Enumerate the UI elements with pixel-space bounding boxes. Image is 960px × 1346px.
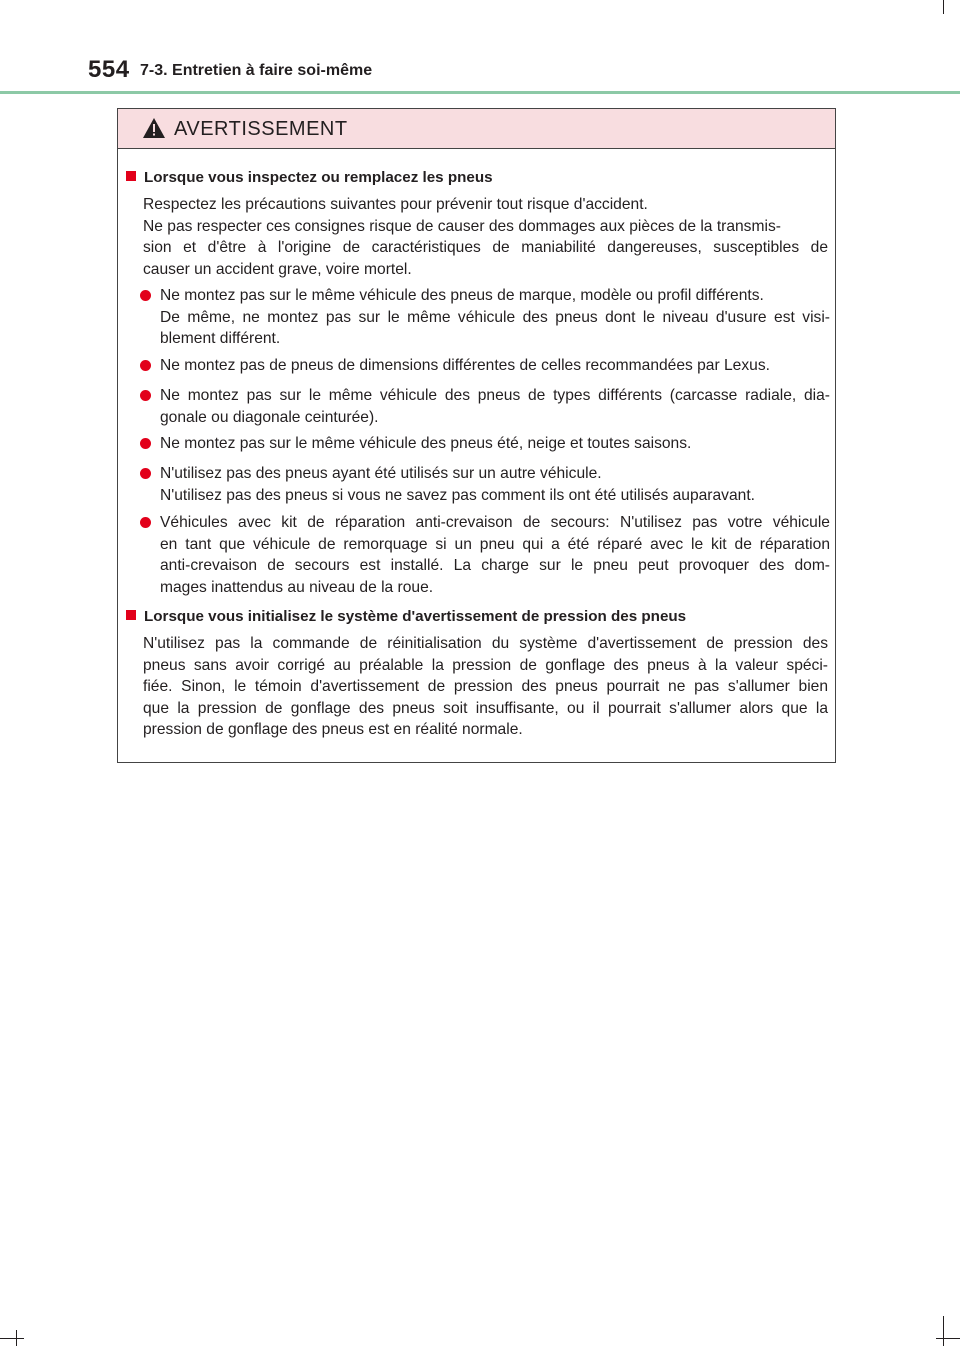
round-bullet-icon	[140, 360, 151, 371]
warning-box: AVERTISSEMENT Lorsque vous inspectez ou remplacez les pneus Respectez les précautions suivantes pour prévenir tout risque d'accident. Ne pas respecter ces consignes risque de causer des dommages aux pièces de la transmis- sion et d'être à l'origine de caractéristiques de maniabilité dangereuses, susceptibles de causer un accident grave, voire mortel. Ne montez pas sur le même véhicule des pneus de marque, modèle ou profil différents. De même, ne montez pas sur le même véhicule des pneus dont le niveau d'usure est visi- blement différent. Ne montez pas de pneus de dimensions différentes de celles recommandées par Lexus. Ne montez pas sur le même véhicule des pneus de types différents (carcasse radiale, dia- gonale ou diagonale ceinturée). Ne montez pas sur le même véhicule des pneus été, neige et toutes saisons. N'utilisez pas des pneus ayant été utilisés sur un autre véhicule. N'utilisez pas des pneus si vous ne savez pas comment ils ont été utilisés auparavant. Véhicules avec kit de réparation anti-crevaison de secours: N'utilisez pas votre véhicule en tant que véhicule de remorquage si un pneu qui a été réparé avec le kit de réparation anti-crevaison de secours est installé. La charge sur le pneu peut provoquer des dom- mages inattendus au niveau de la roue. Lorsque vous initialisez le système d'avertissement de pression des pneus N'utilisez pas la commande de réinitialisation du système d'avertissement de pression des pneus sans avoir corrigé au préalable la pression de gonflage des pneus à la valeur spéci- fiée. Sinon, le témoin d'avertissement de pression des pneus pourrait ne pas s'allumer bien que la pression de gonflage des pneus soit insuffisante, ou il pourrait s'allumer alors que la pression de gonflage des pneus est en réalité normale.	[117, 108, 836, 763]
paragraph: N'utilisez pas la commande de réinitialisation du système d'avertissement de pression des pneus sans avoir corrigé au préalable la pression de gonflage des pneus à la valeur spéci- fiée. Sinon, le témoin d'avertissement de pression des pneus pourrait ne pas s'allumer bien que la pression de gonflage des pneus soit insuffisante, ou il pourrait s'allumer alors que la pression de gonflage des pneus est en réalité normale.	[143, 635, 828, 739]
round-bullet-icon	[140, 390, 151, 401]
round-bullet-icon	[140, 517, 151, 528]
paragraph: Respectez les précautions suivantes pour prévenir tout risque d'accident. Ne pas respecter ces consignes risque de causer des dommages aux pièces de la transmis- sion et d'être à l'origine de caractéristiques de maniabilité dangereuses, susceptibles de causer un accident grave, voire mortel.	[143, 196, 828, 278]
square-bullet-icon	[126, 171, 136, 181]
page-number: 554	[88, 56, 130, 83]
page-header	[0, 0, 960, 100]
section-heading: Lorsque vous inspectez ou remplacez les pneus	[126, 167, 493, 189]
round-bullet-icon	[140, 468, 151, 479]
crop-mark	[0, 1338, 24, 1339]
square-bullet-icon	[126, 610, 136, 620]
section-heading: Lorsque vous initialisez le système d'avertissement de pression des pneus	[126, 606, 686, 628]
crop-mark	[16, 1330, 17, 1346]
crop-mark	[936, 1338, 960, 1339]
header-rule	[0, 91, 960, 94]
section-title: 7-3. Entretien à faire soi-même	[140, 62, 373, 79]
round-bullet-icon	[140, 290, 151, 301]
round-bullet-icon	[140, 438, 151, 449]
warning-header	[118, 109, 835, 149]
warning-triangle-icon	[142, 117, 166, 139]
warning-title: AVERTISSEMENT	[174, 118, 348, 140]
crop-mark	[943, 1316, 944, 1346]
